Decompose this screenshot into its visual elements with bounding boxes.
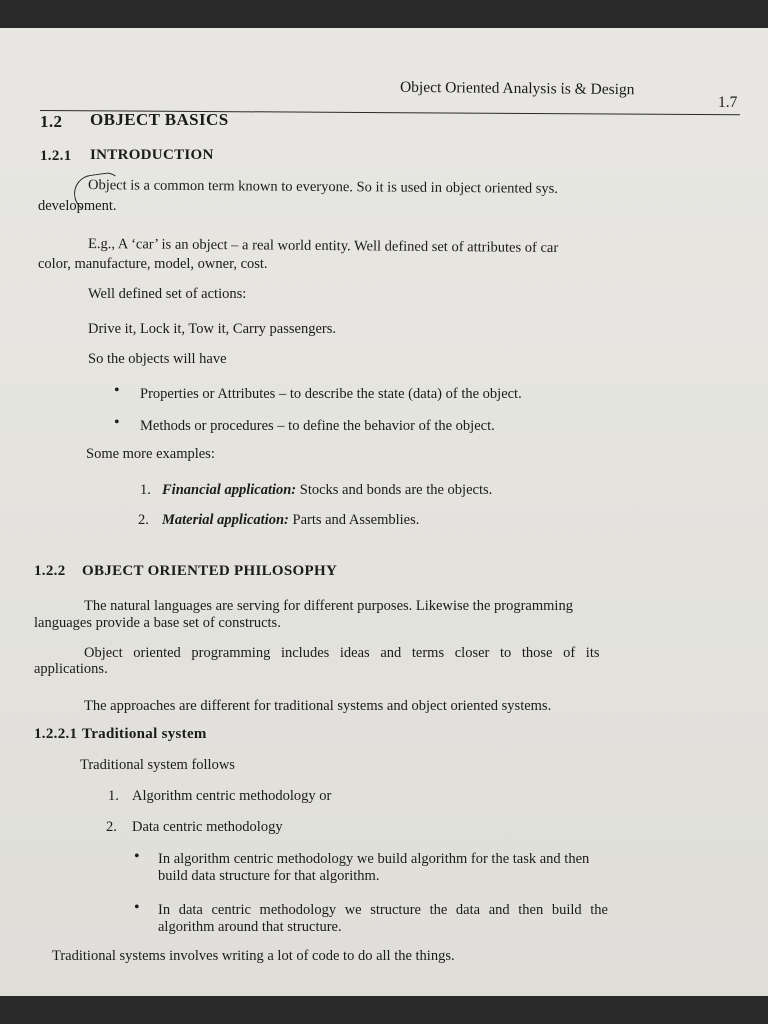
subsubsection-title: Traditional system [82, 726, 207, 742]
intro-line-2: development. [38, 198, 117, 214]
bullet-data-line-2: algorithm around that structure. [158, 919, 342, 935]
bullet-properties: Properties or Attributes – to describe the state (data) of the object. [140, 386, 522, 402]
philosophy-p2-line-1: Object oriented programming includes ideas and terms closer to those of its [84, 645, 600, 661]
example-number: 1. [140, 482, 151, 498]
bullet-methods: Methods or procedures – to define the behavior of the object. [140, 418, 495, 434]
bullet-icon: • [114, 414, 120, 431]
traditional-follows: Traditional system follows [80, 757, 235, 773]
list-number: 2. [106, 819, 117, 835]
section-number: 1.2 [40, 112, 63, 131]
intro-line-1: Object is a common term known to everyone. So it is used in object oriented sys. [87, 177, 559, 197]
page-number: 1.7 [718, 94, 738, 111]
bullet-icon: • [134, 848, 140, 865]
running-header-title: Object Oriented Analysis ἰs & Design [399, 78, 635, 99]
actions-text: Drive it, Lock it, Tow it, Carry passengers. [88, 321, 336, 337]
traditional-closing: Traditional systems involves writing a lot of code to do all the things. [52, 948, 455, 964]
section-title: OBJECT BASICS [90, 110, 229, 129]
bullet-icon: • [134, 899, 140, 916]
list-number: 1. [108, 788, 119, 804]
list-item-algorithm: Algorithm centric methodology or [132, 788, 332, 804]
objects-have-text: So the objects will have [88, 351, 227, 367]
example-material: Material application: Parts and Assemblies. [162, 512, 420, 528]
subsection-title: OBJECT ORIENTED PHILOSOPHY [82, 563, 338, 579]
example-number: 2. [138, 512, 149, 528]
actions-label: Well defined set of actions: [88, 286, 247, 302]
bullet-icon: • [114, 382, 120, 399]
more-examples-label: Some more examples: [86, 446, 215, 462]
bullet-data-line-1: In data centric methodology we structure the data and then build the [158, 902, 608, 918]
philosophy-p1-line-1: The natural languages are serving for different purposes. Likewise the programming [84, 598, 573, 614]
philosophy-p3: The approaches are different for traditional systems and object oriented systems. [84, 698, 552, 714]
bullet-algorithm-line-1: In algorithm centric methodology we build algorithm for the task and then [158, 851, 590, 867]
philosophy-p1-line-2: languages provide a base set of constructs. [34, 615, 281, 631]
subsection-number: 1.2.2 [34, 563, 66, 579]
book-page [0, 28, 768, 996]
bullet-algorithm-line-2: build data structure for that algorithm. [158, 868, 380, 884]
list-item-data: Data centric methodology [132, 819, 283, 835]
example-car-line-2: color, manufacture, model, owner, cost. [38, 256, 268, 272]
subsection-number: 1.2.1 [40, 148, 72, 164]
subsection-title: INTRODUCTION [90, 147, 214, 163]
subsubsection-number: 1.2.2.1 [34, 726, 78, 742]
philosophy-p2-line-2: applications. [34, 661, 108, 677]
example-financial: Financial application: Stocks and bonds are the objects. [162, 482, 493, 498]
example-car-line-1: E.g., A ‘car’ is an object – a real world entity. Well defined set of attributes of car [87, 235, 559, 257]
